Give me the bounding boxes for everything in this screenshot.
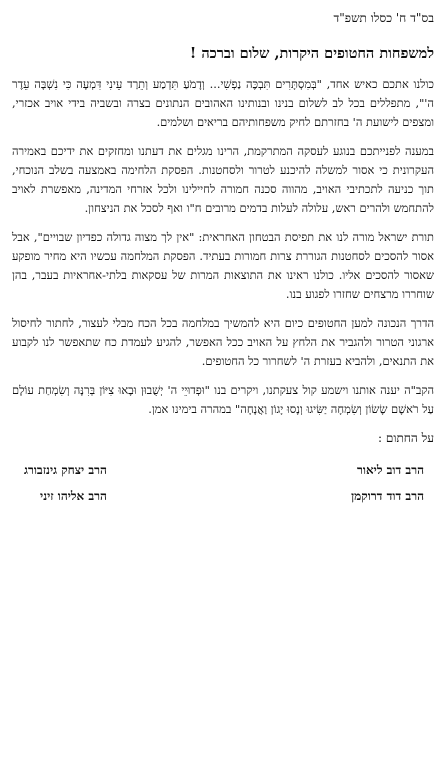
paragraph-right-way: הדרך הנכונה למען החטופים כיום היא להמשיך במלחמה בכל הכח מבלי לעצור, לחתור לחיסול ארגוני הטרור ולהגביר את הלחץ על האויב ככל האפשר, להגיע לעמדת כח שתאפשר לנו לקבוע את התנאים, ולהביא בעזרת ה' לשחרור כל החטופים. <box>12 316 434 368</box>
paragraph-blessing: הקב"ה יענה אותנו וישמע קול צעקתנו, ויקרים בנו "וּפְדוּיֵי ה' יְשֻׁבוּן וּבָאוּ צִיּוֹן בְּרִנָּה וְשִׂמְחַת עוֹלָם עַל רֹאשָׁם שָׂשׂוֹן וְשִׂמְחָה יַשִּׂיגוּ וְנָסוּ יָגוֹן וַאֲנָחָה" במהרה בימינו אמן. <box>12 383 434 416</box>
paragraph-opening: כולנו אתכם כאיש אחד, "בְּמִסְתָּרִים תִּבְכֶּה נַפְשִׁי... וְדָמֹעַ תִּדְמַע וְתֵרַד עֵינִי דִּמְעָה כִּי נִשְׁבָּה עֵדֶר ה'", מתפללים בכל לב לשלום בנינו ובנותינו האהובים הנתונים בצרה ובשביה בידי אויב אכזרי, ומצפים לישועת ה' בחזרתם לחיק משפחותיהם בריאים ושלמים. <box>12 77 434 129</box>
signature-column-right <box>351 457 424 509</box>
paragraph-response: במענה לפנייתכם בנוגע לעסקה המתרקמת, הרינו מגלים את דעתנו ומחזקים את ידיכם באמירה העקרונית כי אסור למשלה להיכנע לטרור ולסחטנות. הפסקת הלחימה באמצעה בשלב הנוכחי, תוך כניעה לתכתיבי האויב, מהווה סכנה חמורה לחיילינו ולכל אזרחי המדינה, מאפשרת לאויב להתחמש ולהרים ראש, עלולה לעלות בדמים מרובים ח"ו ואף לסכל את הניצחון. <box>12 144 434 215</box>
signatures-block <box>12 457 434 509</box>
signature-name: הרב אליהו זיני <box>40 489 107 503</box>
signature-name: הרב דוד דרוקמן <box>351 489 424 503</box>
signature-column-left <box>24 457 107 509</box>
signatures-intro: על החתום : <box>378 431 434 445</box>
bsd-date-header: בס"ד ח' כסלו תשפ"ד <box>333 11 434 25</box>
letter-title: למשפחות החטופים היקרות, שלום וברכה ! <box>189 45 434 62</box>
signature-name: הרב דוב ליאור <box>357 463 424 477</box>
signature-name: הרב יצחק גינזבורג <box>24 463 107 477</box>
paragraph-torah: תורת ישראל מורה לנו את תפיסת הבטחון האחראית: "אין לך מצוה גדולה כפדיון שבויים", אבל אסור להסכים לסחטנות הגוררת צרות חמורות בעתיד. הפסקת המלחמה עכשיו היא מחיר מופקע שאסור להסכים אליו. כולנו ראינו את התוצאות המרות של עסקאות בלתי-אחראיות בעבר, בהן שוחררו מרצחים שחזרו לפגוע בנו. <box>12 230 434 301</box>
